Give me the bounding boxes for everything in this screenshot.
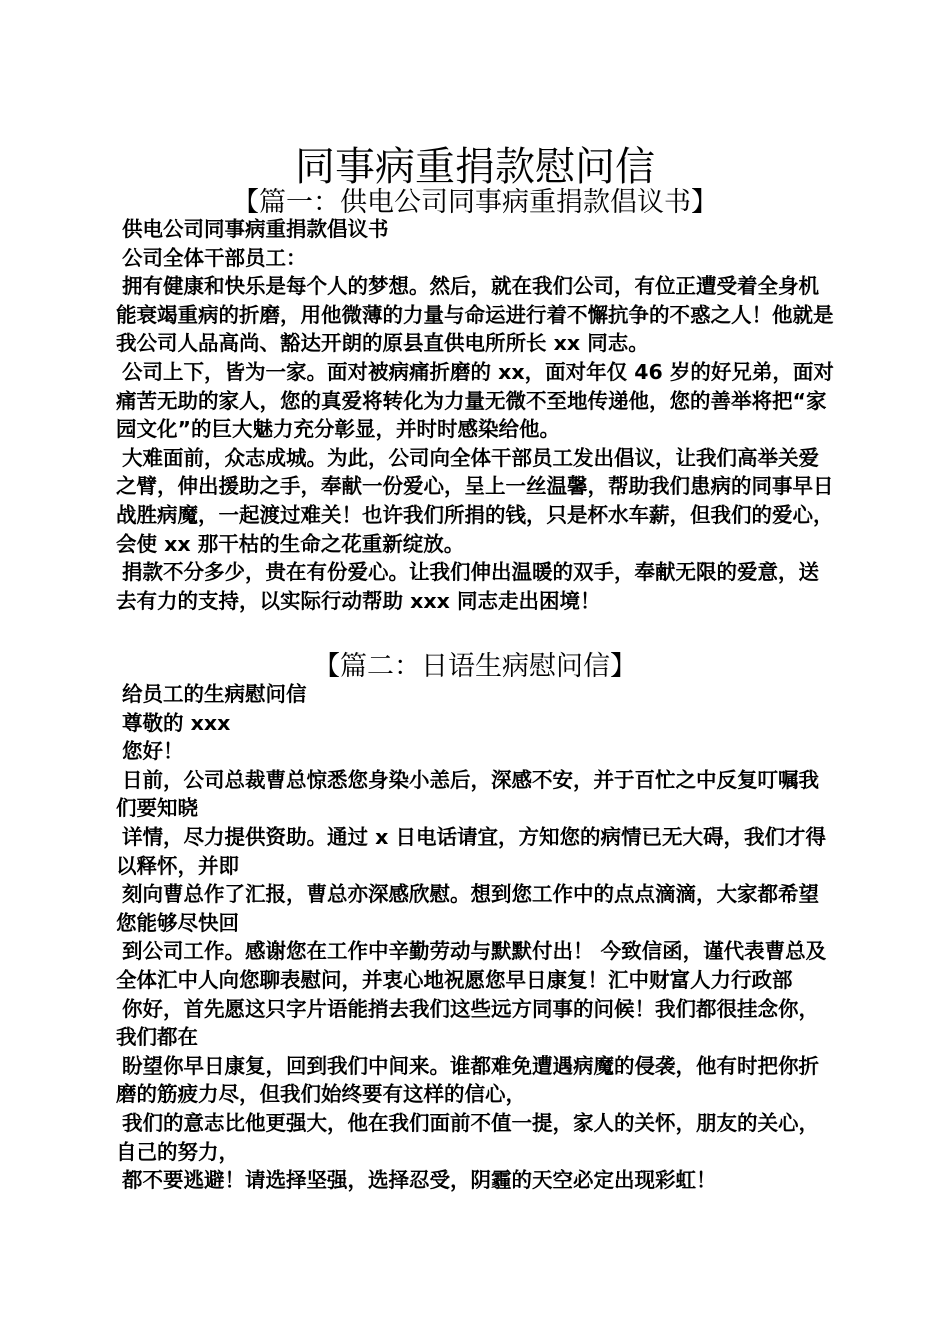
paragraph: 都不要逃避！请选择坚强，选择忍受，阴霾的天空必定出现彩虹！ <box>122 1168 717 1193</box>
section-2-heading: 【篇二：日语生病慰问信】 <box>313 651 637 683</box>
section-1-body <box>116 215 838 615</box>
document-title: 同事病重捐款慰问信 <box>295 143 655 190</box>
section-1-heading: 【篇一：供电公司同事病重捐款倡议书】 <box>232 187 718 219</box>
paragraph: 日前，公司总裁曹总惊悉您身染小恙后，深感不安，并于百忙之中反复叮嘱我们要知晓 <box>116 767 819 821</box>
paragraph: 公司上下，皆为一家。面对被病痛折磨的 xx，面对年仅 46 岁的好兄弟，面对痛苦无助的家人，您的真爱将转化为力量无微不至地传递他，您的善举将把“家园文化”的巨大魅力充分彰显，并时时感染给他。 <box>116 359 834 442</box>
paragraph: 我们的意志比他更强大，他在我们面前不值一提，家人的关怀，朋友的关心，自己的努力， <box>116 1110 819 1164</box>
paragraph: 尊敬的 xxx <box>122 710 231 735</box>
paragraph: 大难面前，众志成城。为此，公司向全体干部员工发出倡议，让我们高举关爱之臂，伸出援助之手，奉献一份爱心，呈上一丝温馨，帮助我们患病的同事早日战胜病魔，一起渡过难关！也许我们所捐的钱，只是杯水车薪，但我们的爱心，会使 xx 那干枯的生命之花重新绽放。 <box>116 445 834 556</box>
paragraph: 供电公司同事病重捐款倡议书 <box>122 217 389 241</box>
paragraph: 详情，尽力提供资助。通过 x 日电话请宜，方知您的病情已无大碍，我们才得以释怀，并即 <box>116 824 826 878</box>
paragraph: 给员工的生病慰问信 <box>122 682 307 706</box>
paragraph: 捐款不分多少，贵在有份爱心。让我们伸出温暖的双手，奉献无限的爱意，送去有力的支持，以实际行动帮助 xxx 同志走出困境！ <box>116 560 819 613</box>
paragraph: 刻向曹总作了汇报，曹总亦深感欣慰。想到您工作中的点点滴滴，大家都希望您能够尽快回 <box>116 882 819 935</box>
paragraph: 拥有健康和快乐是每个人的梦想。然后，就在我们公司，有位正遭受着全身机能衰竭重病的折磨，用他微薄的力量与命运进行着不懈抗争的不惑之人！他就是我公司人品高尚、豁达开朗的原县直供电所所长 xx 同志。 <box>116 274 834 356</box>
paragraph: 您好！ <box>122 739 184 764</box>
paragraph: 你好，首先愿这只字片语能捎去我们这些远方同事的问候！我们都很挂念你，我们都在 <box>116 996 819 1050</box>
section-2-body <box>116 680 838 1195</box>
paragraph: 到公司工作。感谢您在工作中辛勤劳动与默默付出！ 今致信函，谨代表曹总及全体汇中人向您聊表慰问，并衷心地祝愿您早日康复！汇中财富人力行政部 <box>116 939 827 992</box>
paragraph: 盼望你早日康复，回到我们中间来。谁都难免遭遇病魔的侵袭，他有时把你折磨的筋疲力尽，但我们始终要有这样的信心， <box>116 1053 819 1107</box>
paragraph: 公司全体干部员工： <box>122 245 307 270</box>
